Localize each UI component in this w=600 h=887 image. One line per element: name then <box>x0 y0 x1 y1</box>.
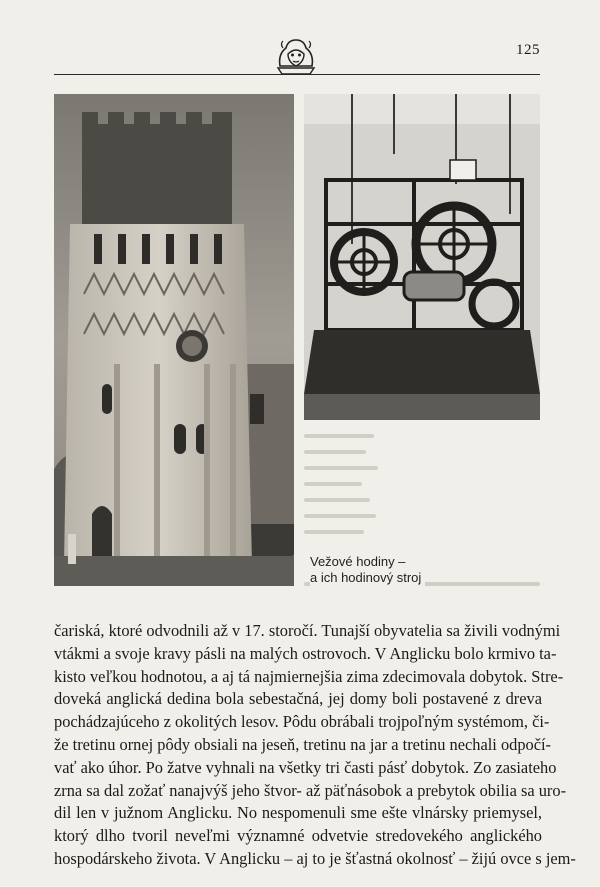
figure-caption <box>310 554 425 588</box>
body-line: doveká anglická dedina bola sebestačná, jej domy boli postavené z dreva <box>54 689 542 709</box>
body-line: čariská, ktoré odvodnili až v 17. storočí. Tunajší obyvatelia sa živili vodnými <box>54 621 561 640</box>
body-line: ktorý dlho tvoril neveľmi významné odvetvie stredovekého anglického <box>54 826 542 846</box>
body-line: zrna sa dal zožať nanajvýš jeho štvor- až päťnásobok a prebytok obilia sa uro- <box>54 780 567 800</box>
body-line: vtákmi a svoje kravy pásli na malých ostrovoch. V Anglicku bolo krmivo ta- <box>54 643 557 663</box>
caption-line-1: Vežové hodiny – <box>310 554 406 569</box>
tower-clock-mechanism-photo <box>304 94 540 420</box>
church-tower-photo <box>54 94 294 586</box>
body-line: kisto veľkou hodnotou, a aj tá najmiernejšia zima zdecimovala dobytok. Stre- <box>54 666 564 686</box>
caption-line-2: a ich hodinový stroj <box>310 570 422 585</box>
body-line: vať ako úhor. Po žatve vyhnali na všetky tri časti pásť dobytok. Zo zasiateho <box>54 757 557 777</box>
body-line: že tretinu ornej pôdy obsiali na jeseň, tretinu na jar a tretinu nechali odpočí- <box>54 734 552 754</box>
body-line: dil len v južnom Anglicku. No nespomenuli sme ešte vlnársky priemysel, <box>54 803 542 823</box>
page-number: 125 <box>516 42 540 58</box>
lion-crest-icon <box>274 36 318 76</box>
body-line: hospodárskeho života. V Anglicku – aj to je šťastná okolnosť – žijú ovce s jem- <box>54 848 576 868</box>
body-text <box>54 620 576 871</box>
body-line: pochádzajúceho z okolitých lesov. Pôdu obrábali trojpoľným systémom, či- <box>54 712 550 732</box>
